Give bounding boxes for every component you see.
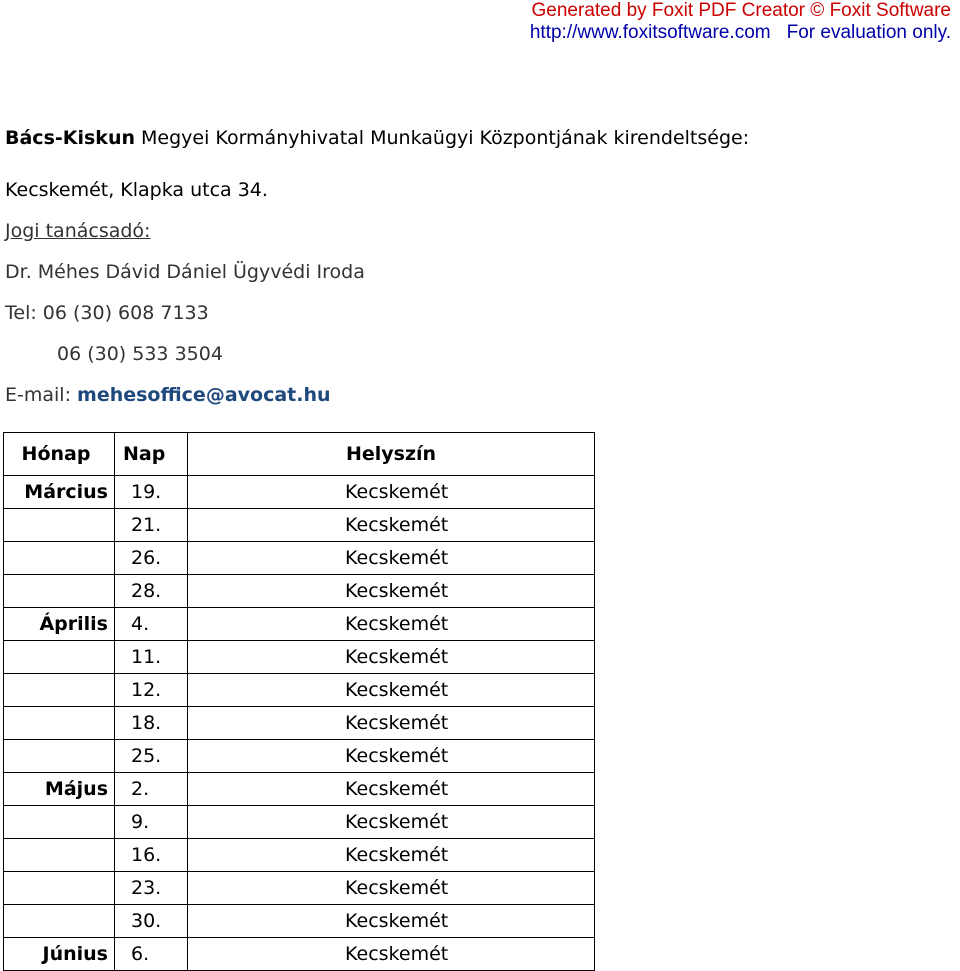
day-cell: 9. [115,806,188,839]
place-cell: Kecskemét [188,707,595,740]
pdf-watermark [530,0,951,44]
month-cell [4,740,115,773]
day-cell: 23. [115,872,188,905]
table-row [4,740,595,773]
place-cell: Kecskemét [188,806,595,839]
day-cell: 16. [115,839,188,872]
month-cell [4,575,115,608]
day-cell: 11. [115,641,188,674]
month-cell: Június [4,938,115,971]
email-link[interactable]: mehesoffice@avocat.hu [77,384,331,406]
phone-line-1: Tel: 06 (30) 608 7133 [5,302,209,324]
place-cell: Kecskemét [188,938,595,971]
legal-advisor-label: Jogi tanácsadó: [5,220,151,242]
place-cell: Kecskemét [188,872,595,905]
table-header-row [4,433,595,476]
schedule-body [4,476,595,971]
table-row [4,608,595,641]
place-cell: Kecskemét [188,608,595,641]
place-cell: Kecskemét [188,773,595,806]
day-cell: 25. [115,740,188,773]
day-cell: 2. [115,773,188,806]
place-cell: Kecskemét [188,674,595,707]
place-cell: Kecskemét [188,905,595,938]
day-cell: 6. [115,938,188,971]
place-cell: Kecskemét [188,509,595,542]
office-title [5,127,749,149]
watermark-url[interactable]: http://www.foxitsoftware.com [529,22,771,43]
header-place: Helyszín [188,433,595,476]
table-row [4,509,595,542]
month-cell [4,509,115,542]
place-cell: Kecskemét [188,542,595,575]
day-cell: 19. [115,476,188,509]
day-cell: 12. [115,674,188,707]
table-row [4,707,595,740]
office-title-bold: Bács-Kiskun [5,127,135,149]
email-line [5,384,331,406]
table-row [4,575,595,608]
month-cell [4,905,115,938]
table-row [4,905,595,938]
place-cell: Kecskemét [188,740,595,773]
schedule-table [3,432,595,971]
office-title-rest: Megyei Kormányhivatal Munkaügyi Központjának kirendeltsége: [135,127,750,149]
day-cell: 26. [115,542,188,575]
month-cell [4,872,115,905]
header-month: Hónap [4,433,115,476]
table-row [4,839,595,872]
day-cell: 30. [115,905,188,938]
watermark-line1: Generated by Foxit PDF Creator © Foxit Software [531,0,951,21]
place-cell: Kecskemét [188,575,595,608]
month-cell [4,641,115,674]
table-row [4,773,595,806]
day-cell: 18. [115,707,188,740]
place-cell: Kecskemét [188,641,595,674]
watermark-line2 [530,22,951,44]
office-address: Kecskemét, Klapka utca 34. [5,179,268,201]
place-cell: Kecskemét [188,476,595,509]
header-day: Nap [115,433,188,476]
table-row [4,476,595,509]
month-cell: Április [4,608,115,641]
table-row [4,542,595,575]
day-cell: 28. [115,575,188,608]
table-row [4,674,595,707]
table-row [4,641,595,674]
month-cell [4,806,115,839]
month-cell: Május [4,773,115,806]
month-cell [4,707,115,740]
watermark-note: For evaluation only. [786,22,951,43]
day-cell: 4. [115,608,188,641]
month-cell [4,839,115,872]
place-cell: Kecskemét [188,839,595,872]
table-row [4,806,595,839]
month-cell [4,674,115,707]
month-cell [4,542,115,575]
email-label: E-mail: [5,384,78,406]
month-cell: Március [4,476,115,509]
day-cell: 21. [115,509,188,542]
phone-line-2: 06 (30) 533 3504 [57,343,223,365]
table-row [4,872,595,905]
table-row [4,938,595,971]
lawyer-name: Dr. Méhes Dávid Dániel Ügyvédi Iroda [5,261,365,283]
